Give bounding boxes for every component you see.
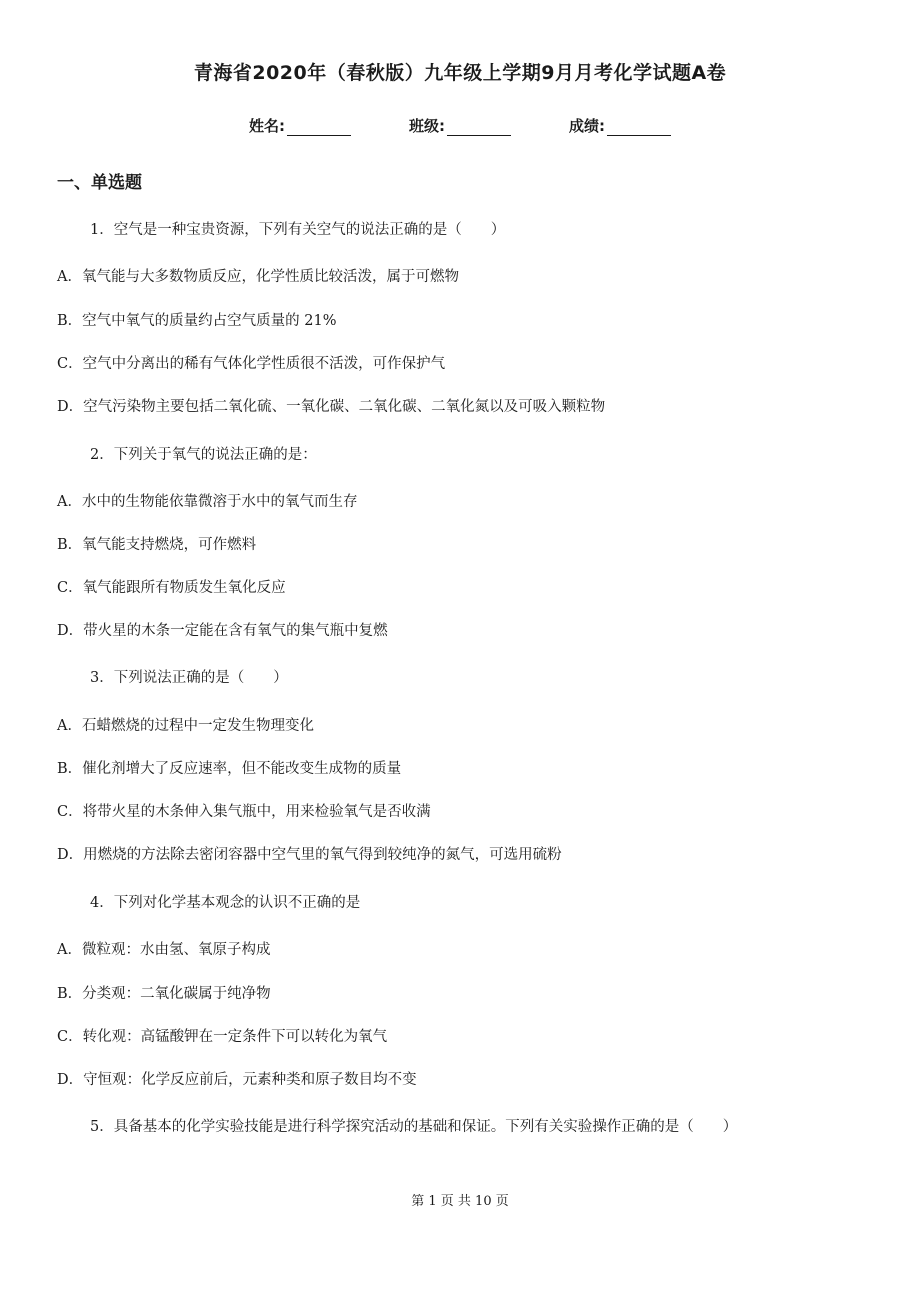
score-blank xyxy=(607,121,671,136)
question-4-option-c: C．转化观：高锰酸钾在一定条件下可以转化为氧气 xyxy=(57,1029,388,1045)
class-label: 班级: xyxy=(409,117,445,135)
page-footer: 第 1 页 共 10 页 xyxy=(411,1194,509,1209)
student-info-row xyxy=(0,115,920,136)
question-3-option-d: D．用燃烧的方法除去密闭容器中空气里的氧气得到较纯净的氮气，可选用硫粉 xyxy=(57,847,562,863)
name-field xyxy=(249,115,351,136)
name-label: 姓名: xyxy=(249,117,285,135)
question-3-option-c: C．将带火星的木条伸入集气瓶中，用来检验氧气是否收满 xyxy=(57,804,431,820)
page-title: 青海省2020年（春秋版）九年级上学期9月月考化学试题A卷 xyxy=(193,62,727,84)
question-1-option-c: C．空气中分离出的稀有气体化学性质很不活泼，可作保护气 xyxy=(57,356,446,372)
question-1-option-a: A．氧气能与大多数物质反应，化学性质比较活泼，属于可燃物 xyxy=(57,269,459,285)
question-4-stem: 4．下列对化学基本观念的认识不正确的是 xyxy=(90,895,361,911)
question-4-option-b: B．分类观：二氧化碳属于纯净物 xyxy=(57,986,271,1002)
question-2-option-d: D．带火星的木条一定能在含有氧气的集气瓶中复燃 xyxy=(57,623,388,639)
question-1-stem: 1．空气是一种宝贵资源，下列有关空气的说法正确的是（ ） xyxy=(90,222,506,238)
question-3-option-a: A．石蜡燃烧的过程中一定发生物理变化 xyxy=(57,718,314,734)
question-4-option-d: D．守恒观：化学反应前后，元素种类和原子数目均不变 xyxy=(57,1072,417,1088)
question-2-option-c: C．氧气能跟所有物质发生氧化反应 xyxy=(57,580,286,596)
question-2-option-a: A．水中的生物能依靠微溶于水中的氧气而生存 xyxy=(57,494,358,510)
question-3-stem: 3．下列说法正确的是（ ） xyxy=(90,670,288,686)
question-5-stem: 5．具备基本的化学实验技能是进行科学探究活动的基础和保证。下列有关实验操作正确的是（ ） xyxy=(90,1119,738,1135)
score-field xyxy=(569,115,671,136)
question-1-option-b: B．空气中氧气的质量约占空气质量的 21% xyxy=(57,313,337,329)
question-2-stem: 2．下列关于氧气的说法正确的是： xyxy=(90,447,317,463)
question-1-option-d: D．空气污染物主要包括二氧化硫、一氧化碳、二氧化碳、二氧化氮以及可吸入颗粒物 xyxy=(57,399,606,415)
question-4-option-a: A．微粒观：水由氢、氧原子构成 xyxy=(57,942,271,958)
question-3-option-b: B．催化剂增大了反应速率，但不能改变生成物的质量 xyxy=(57,761,402,777)
class-field xyxy=(409,115,511,136)
section-heading: 一、单选题 xyxy=(57,173,142,193)
name-blank xyxy=(287,121,351,136)
question-2-option-b: B．氧气能支持燃烧，可作燃料 xyxy=(57,537,257,553)
score-label: 成绩: xyxy=(569,117,605,135)
class-blank xyxy=(447,121,511,136)
